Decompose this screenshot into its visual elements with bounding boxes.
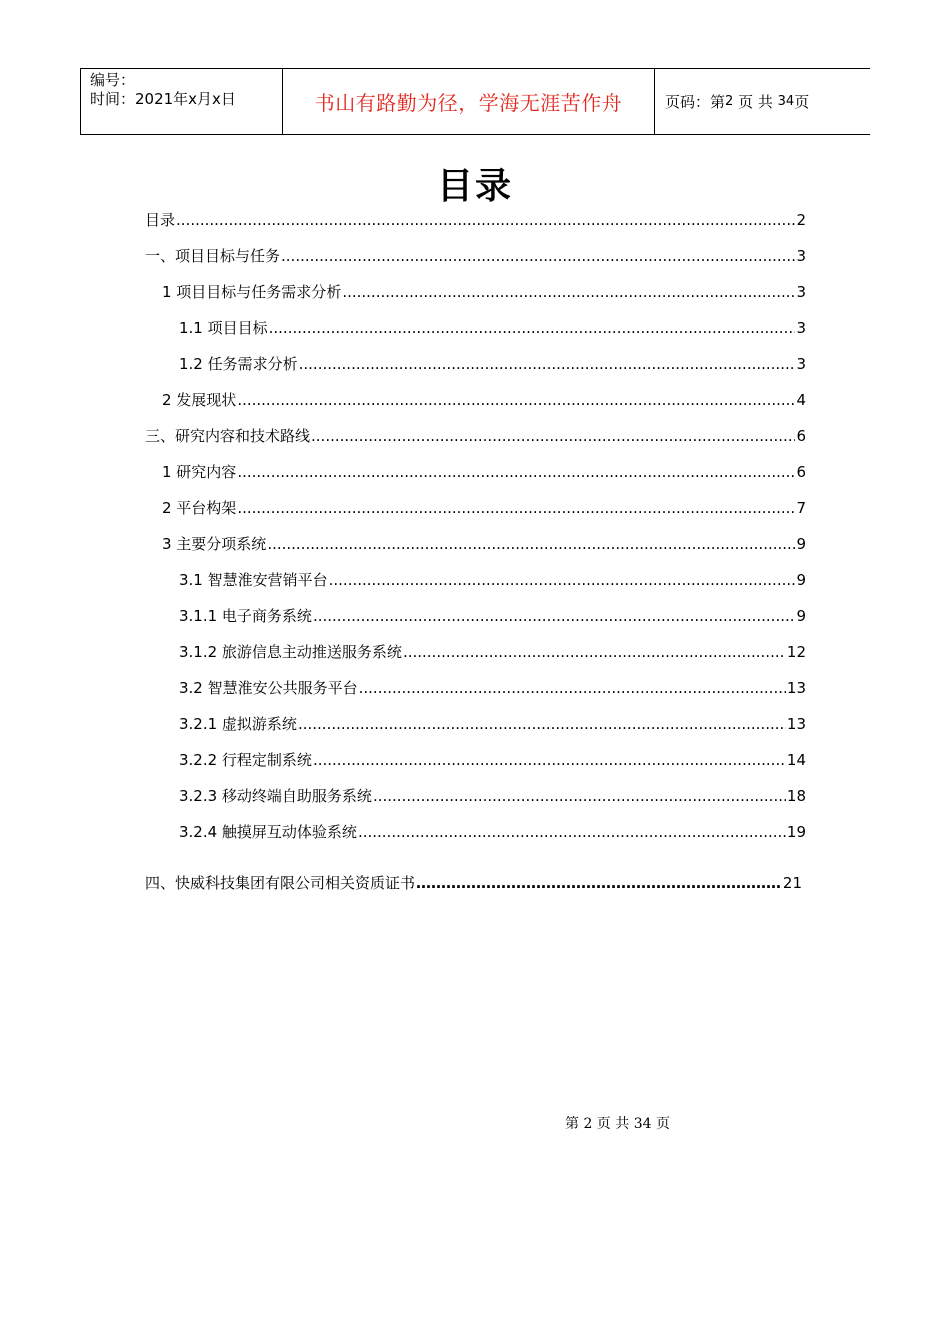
toc-entry-text: 1 研究内容 [162,463,237,481]
page-mid: 页 共 [738,93,773,111]
toc-entry-text: 3 主要分项系统 [162,535,267,553]
toc-leader [237,389,795,411]
toc-entry[interactable] [179,569,806,591]
toc-entry[interactable] [162,497,806,519]
toc-entry-text: 3.2.1 虚拟游系统 [179,715,297,733]
toc-entry-page: 3 [796,355,806,373]
page-footer: 第 2 页 共 34 页 [565,1116,670,1132]
toc-entry[interactable] [179,821,806,843]
toc-entry[interactable] [162,389,806,411]
number-label: 编号： [90,71,136,89]
toc-entry[interactable] [162,461,806,483]
toc-leader [237,497,795,519]
toc-leader [342,281,795,303]
toc-leader [281,245,795,267]
toc-leader [358,821,786,843]
toc-entry-text: 3.2 智慧淮安公共服务平台 [179,679,358,697]
toc-entry[interactable] [179,641,806,663]
toc-entry-text: 3.2.4 触摸屏互动体验系统 [179,823,357,841]
toc-entry[interactable] [145,425,806,447]
toc-entry-page: 13 [786,715,806,733]
toc-leader [373,785,786,807]
toc-entry-page: 14 [786,751,806,769]
page-current: 2 [725,94,734,109]
time-label: 时间：2021年x月x日 [90,90,236,108]
toc-entry-page: 4 [796,391,806,409]
toc-entry-text: 四、快威科技集团有限公司相关资质证书 [145,874,416,892]
toc-entry[interactable] [162,281,806,303]
toc-entry-text: 目录 [145,211,176,229]
toc-entry-text: 1 项目目标与任务需求分析 [162,283,342,301]
toc-leader [267,533,795,555]
toc-leader [329,569,796,591]
toc-entry[interactable] [179,713,806,735]
toc-leader [311,425,795,447]
page-suffix: 页 [794,93,810,111]
toc-leader [313,749,786,771]
toc-entry[interactable] [179,605,806,627]
toc-entry-page: 2 [796,211,806,229]
toc-leader [237,461,795,483]
toc-entry-text: 3.2.2 行程定制系统 [179,751,312,769]
toc-entry-page: 9 [796,535,806,553]
toc-entry[interactable] [179,677,806,699]
motto-text: 书山有路勤为径，学海无涯苦作舟 [314,91,623,115]
toc-entry-page: 9 [796,607,806,625]
toc-leader [359,677,786,699]
toc-entry[interactable] [179,749,806,771]
toc-entry-text: 3.1.1 电子商务系统 [179,607,312,625]
toc-entry-page: 9 [796,571,806,589]
toc-leader [416,872,782,894]
toc-entry[interactable] [162,533,806,555]
toc-entry[interactable] [179,353,806,375]
toc-entry[interactable] [179,317,806,339]
toc-entry[interactable] [145,209,806,231]
toc-entry[interactable] [145,872,802,894]
toc-entry-page: 18 [786,787,806,805]
toc-leader [176,209,795,231]
toc-entry-page: 7 [796,499,806,517]
toc-title: 目录 [436,166,513,207]
toc-entry[interactable] [145,245,806,267]
toc-entry-text: 2 平台构架 [162,499,237,517]
page-prefix: 页码：第 [665,93,726,111]
toc-entry-text: 1.1 项目目标 [179,319,268,337]
toc-entry-text: 3.1 智慧淮安营销平台 [179,571,328,589]
toc-entry-text: 2 发展现状 [162,391,237,409]
toc-entry-text: 三、研究内容和技术路线 [145,427,311,445]
toc-leader [313,605,796,627]
toc-leader [269,317,796,339]
toc-entry-page: 3 [796,283,806,301]
toc-entry-page: 6 [796,463,806,481]
page-total: 34 [777,94,795,109]
toc-entry-page: 21 [782,874,802,892]
toc-entry-page: 19 [786,823,806,841]
toc-entry-page: 3 [796,319,806,337]
toc-entry-text: 3.1.2 旅游信息主动推送服务系统 [179,643,402,661]
toc-leader [298,713,786,735]
toc-entry-page: 6 [796,427,806,445]
toc-leader [299,353,796,375]
toc-entry[interactable] [179,785,806,807]
toc-entry-page: 3 [796,247,806,265]
toc-entry-text: 3.2.3 移动终端自助服务系统 [179,787,372,805]
toc-entry-text: 一、项目目标与任务 [145,247,281,265]
toc-leader [403,641,786,663]
toc-entry-text: 1.2 任务需求分析 [179,355,298,373]
toc-entry-page: 13 [786,679,806,697]
toc-entry-page: 12 [786,643,806,661]
